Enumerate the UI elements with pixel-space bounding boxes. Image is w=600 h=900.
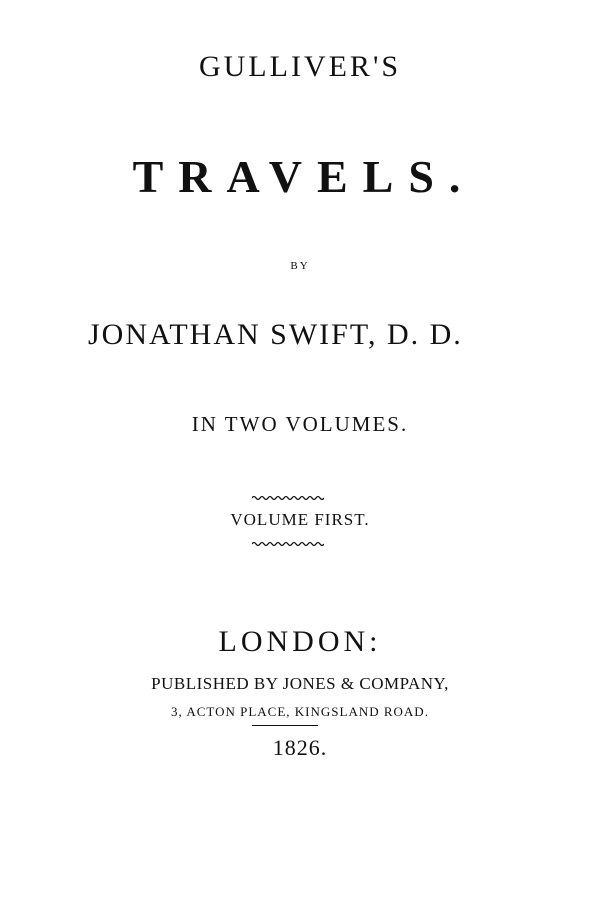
publication-year: 1826. bbox=[272, 735, 328, 760]
wavy-ornament-top bbox=[252, 494, 324, 502]
imprint-city: LONDON: bbox=[218, 625, 382, 658]
title-line-gullivers: GULLIVER'S bbox=[198, 50, 402, 83]
title-line-travels: TRAVELS. bbox=[132, 151, 476, 202]
publisher-address: 3, ACTON PLACE, KINGSLAND ROAD. bbox=[171, 704, 429, 719]
volume-label: VOLUME FIRST. bbox=[230, 510, 370, 529]
imprint-rule bbox=[252, 725, 318, 726]
author-name: JONATHAN SWIFT, D. D. bbox=[88, 318, 463, 351]
wavy-ornament-bottom bbox=[252, 540, 324, 548]
publisher-line: PUBLISHED BY JONES & COMPANY, bbox=[151, 674, 449, 693]
by-label: BY bbox=[290, 260, 310, 272]
volumes-note: IN TWO VOLUMES. bbox=[191, 412, 409, 436]
